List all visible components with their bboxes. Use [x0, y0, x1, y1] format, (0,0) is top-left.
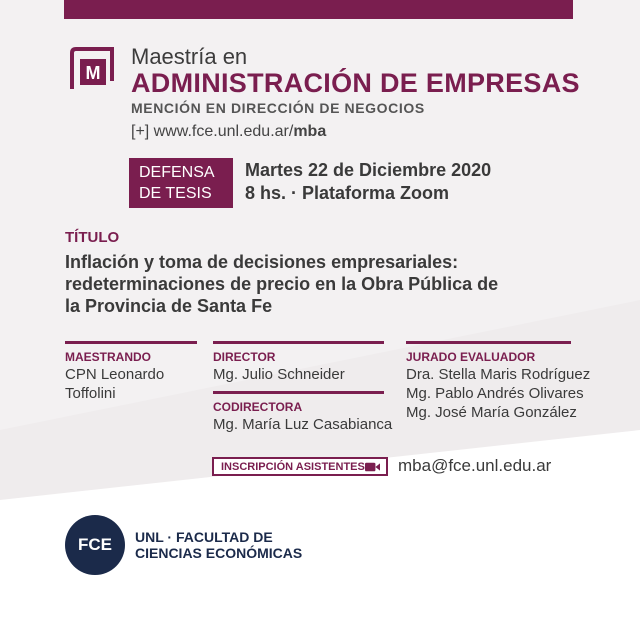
jury-member: Dra. Stella Maris Rodríguez	[406, 366, 591, 383]
student-label: MAESTRANDO	[65, 350, 151, 364]
student-name-line2: Toffolini	[65, 385, 116, 402]
codirector-name: Mg. María Luz Casabianca	[213, 416, 393, 433]
jury-label: JURADO EVALUADOR	[406, 350, 536, 364]
url-path: mba	[293, 123, 327, 140]
codirector-label: CODIRECTORA	[213, 400, 303, 414]
thesis-title-label: TÍTULO	[65, 229, 120, 246]
event-date: Martes 22 de Diciembre 2020	[245, 160, 492, 180]
jury-list	[406, 365, 590, 422]
event-time-place: 8 hs. · Plataforma Zoom	[245, 183, 450, 203]
program-subtitle: MENCIÓN EN DIRECCIÓN DE NEGOCIOS	[131, 100, 425, 116]
badge-line2: DE TESIS	[139, 185, 212, 202]
defense-badge	[129, 158, 233, 208]
student-name-line1: CPN Leonardo	[65, 366, 165, 383]
program-title-line2: ADMINISTRACIÓN DE EMPRESAS	[131, 68, 580, 98]
institution-line1: UNL · FACULTAD DE	[135, 529, 273, 545]
program-logo	[68, 45, 116, 93]
fce-logo-text: FCE	[78, 535, 112, 554]
student-divider	[65, 341, 197, 344]
fce-logo	[65, 515, 125, 575]
jury-member: Mg. Pablo Andrés Olivares	[406, 385, 584, 402]
badge-line1: DEFENSA	[139, 164, 215, 181]
registration-button[interactable]	[212, 457, 388, 476]
director-divider	[213, 341, 384, 344]
student-name	[65, 365, 164, 403]
contact-email[interactable]: mba@fce.unl.edu.ar	[398, 456, 552, 475]
program-url[interactable]	[131, 123, 326, 141]
institution-line2: CIENCIAS ECONÓMICAS	[135, 545, 303, 561]
director-name: Mg. Julio Schneider	[213, 366, 345, 383]
logo-letter: M	[85, 63, 101, 83]
jury-member: Mg. José María González	[406, 404, 577, 421]
thesis-title: Inflación y toma de decisiones empresariales: redeterminaciones de precio en la Obra Pública de la Provincia de Santa Fe	[65, 252, 499, 316]
logo-frame-icon	[68, 45, 116, 93]
video-camera-icon	[365, 462, 380, 472]
registration-button-label: INSCRIPCIÓN ASISTENTES	[221, 460, 365, 473]
top-accent-bar	[64, 0, 573, 19]
codirector-divider	[213, 391, 384, 394]
url-prefix: [+] www.fce.unl.edu.ar/	[131, 123, 294, 140]
jury-divider	[406, 341, 571, 344]
director-label: DIRECTOR	[213, 350, 276, 364]
program-title-line1: Maestría en	[131, 44, 248, 69]
